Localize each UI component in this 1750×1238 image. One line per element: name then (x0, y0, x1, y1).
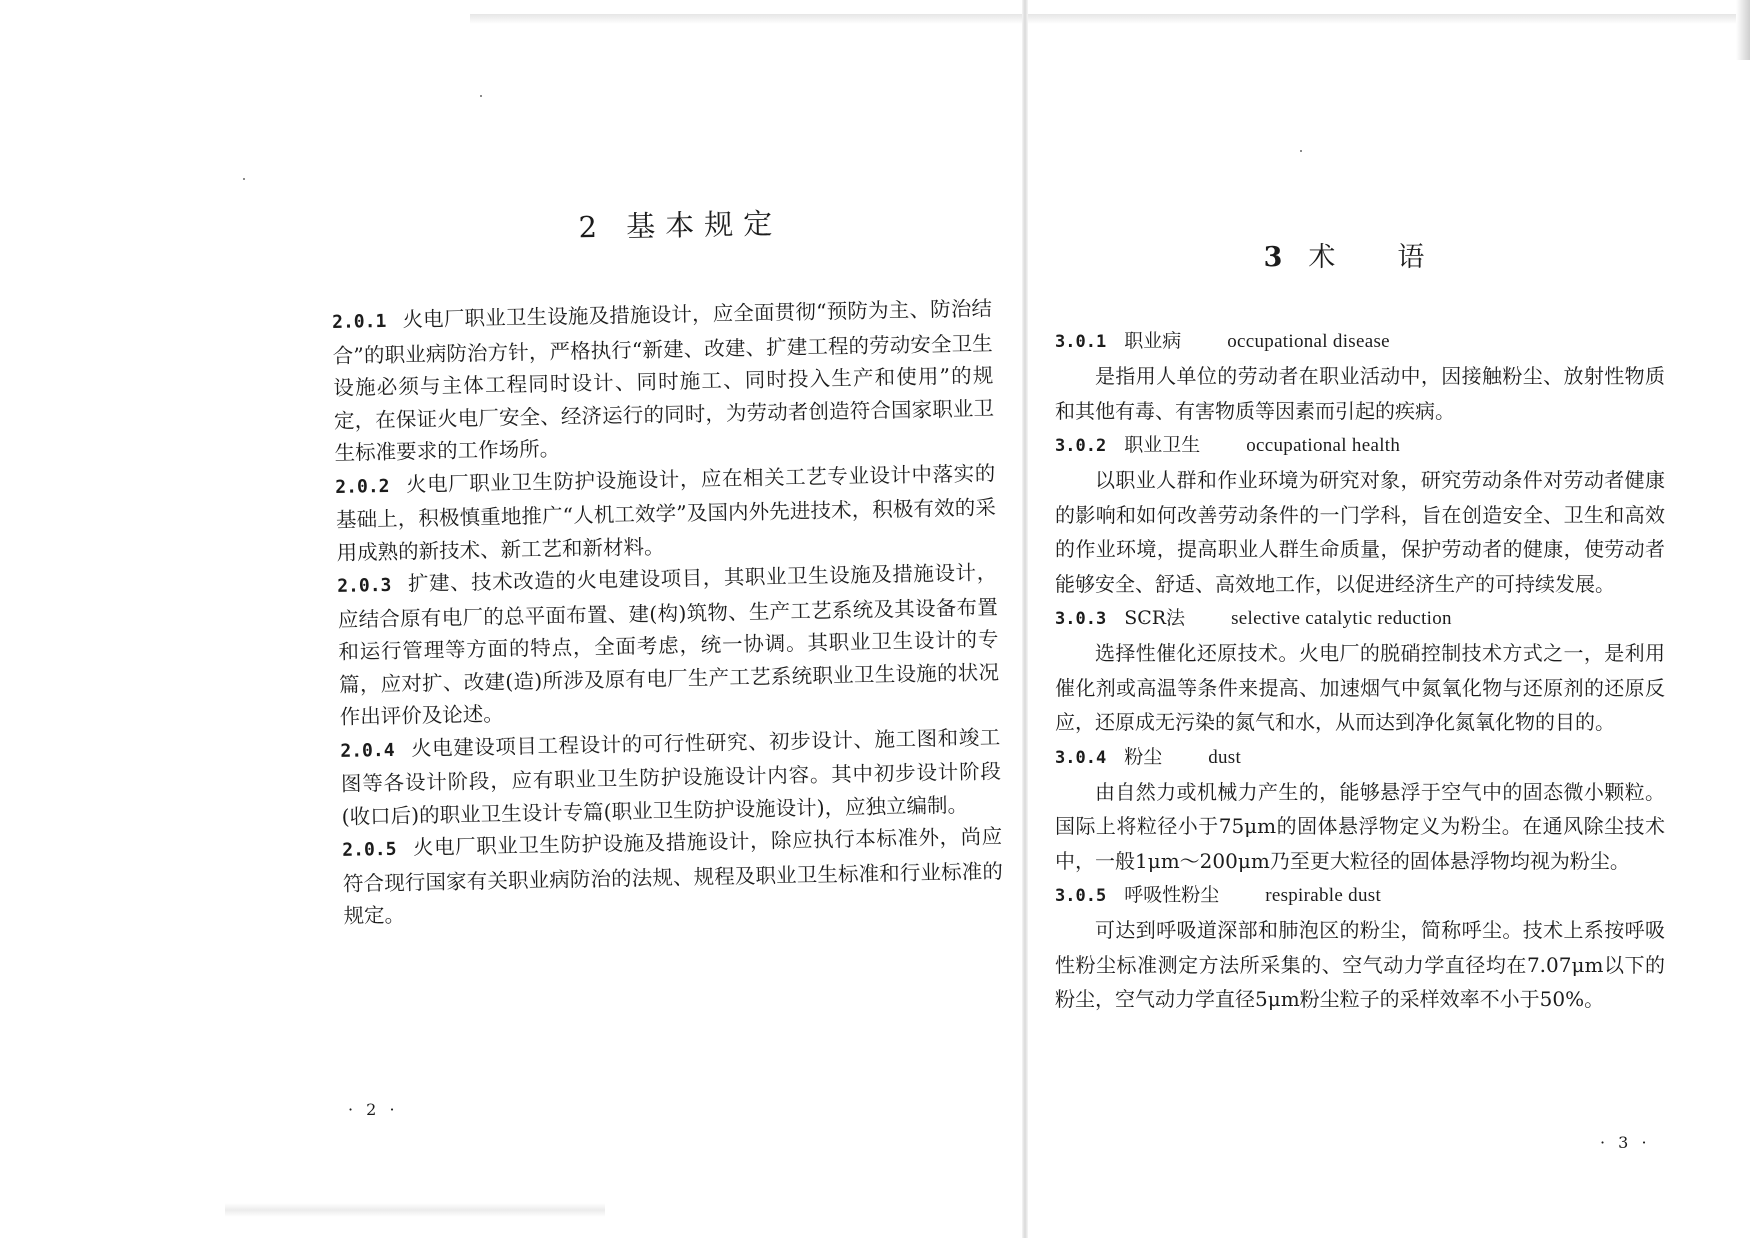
clause-text: 火电厂职业卫生防护设施设计，应在相关工艺专业设计中落实的基础上，积极慎重地推广“人机工效学”及国内外先进技术，积极有效的采用成熟的新技术、新工艺和新材料。 (335, 460, 997, 565)
clause (342, 820, 1004, 932)
clause-number: 2.0.5 (342, 838, 397, 861)
page-number: · 2 · (348, 1100, 399, 1119)
scan-speck (1300, 150, 1302, 152)
term-heading (1055, 878, 1665, 913)
chapter-title: 2 基本规定 (578, 206, 783, 245)
term-definition: 以职业人群和作业环境为研究对象，研究劳动条件对劳动者健康的影响和如何改善劳动条件的一门学科，旨在创造安全、卫生和高效的作业环境，提高职业人群生命质量，保护劳动者的健康，使劳动者能够安全、舒适、高效地工作，以促进经济生产的可持续发展。 (1055, 468, 1665, 596)
term-definition: 由自然力或机械力产生的，能够悬浮于空气中的固态微小颗粒。国际上将粒径小于75μm的固体悬浮物定义为粉尘。在通风除尘技术中，一般1μm～200μm乃至更大粒径的固体悬浮物均视为粉尘。 (1055, 779, 1665, 873)
term-chinese: 粉尘 (1124, 745, 1163, 768)
left-page (330, 197, 1004, 932)
clause-text: 扩建、技术改造的火电建设项目，其职业卫生设施及措施设计，应结合原有电厂的总平面布置、建(构)筑物、生产工艺系统及其设备布置和运行管理等方面的特点，全面考虑，统一协调。其职业卫生设计的专篇，应对扩、改建(造)所涉及原有电厂生产工艺系统职业卫生设施的状况作出评价及论述。 (337, 560, 1000, 729)
scan-speck (243, 178, 245, 180)
term-definition: 可达到呼吸道深部和肺泡区的粉尘，简称呼尘。技术上系按呼吸性粉尘标准测定方法所采集的、空气动力学直径均在7.07μm以下的粉尘，空气动力学直径5μm粉尘粒子的采样效率不小于50%。 (1055, 918, 1665, 1011)
scan-shadow-bottom (225, 1203, 605, 1217)
book-gutter (1022, 0, 1028, 1238)
term-chinese: SCR法 (1124, 607, 1186, 629)
clause-number: 2.0.2 (335, 475, 390, 498)
chapter-title (1055, 235, 1665, 274)
clause (332, 292, 995, 469)
clause-text: 火电厂职业卫生防护设施及措施设计，除应执行本标准外，尚应符合现行国家有关职业病防治的法规、规程及职业卫生标准和行业标准的规定。 (342, 824, 1004, 928)
chapter-number: 3 (1263, 242, 1283, 273)
term-english: dust (1208, 746, 1242, 768)
term-number: 3.0.3 (1055, 609, 1107, 629)
term-definition: 是指用人单位的劳动者在职业活动中，因接触粉尘、放射性物质和其他有毒、有害物质等因素而引起的疾病。 (1055, 364, 1665, 423)
clause-number: 2.0.1 (331, 310, 387, 333)
term-number: 3.0.5 (1055, 886, 1107, 906)
clause (337, 556, 1000, 733)
clause (340, 721, 1002, 833)
scan-shadow-top (470, 14, 1740, 24)
term-heading (1055, 601, 1665, 636)
term-chinese: 职业卫生 (1124, 434, 1201, 456)
scan-speck (480, 95, 482, 97)
term-english: respirable dust (1265, 885, 1382, 906)
right-page (1055, 235, 1665, 1017)
page-edge (1736, 0, 1750, 60)
term-number: 3.0.4 (1055, 747, 1107, 768)
chapter-word: 术语 (1308, 242, 1487, 273)
term-definition: 选择性催化还原技术。火电厂的脱硝控制技术方式之一，是利用催化剂或高温等条件来提高、加速烟气中氮氧化物与还原剂的还原反应，还原成无污染的氮气和水，从而达到净化氮氧化物的目的。 (1055, 641, 1665, 734)
clause (335, 457, 997, 569)
term-number: 3.0.1 (1055, 332, 1107, 352)
term-heading (1055, 324, 1665, 359)
clause-text: 火电建设项目工程设计的可行性研究、初步设计、施工图和竣工图等各设计阶段，应有职业卫生防护设施设计内容。其中初步设计阶段(收口后)的职业卫生设计专篇(职业卫生防护设施设计)，应独立编制。 (340, 724, 1002, 829)
clause-number: 2.0.3 (337, 574, 392, 597)
term-english: occupational disease (1227, 331, 1390, 352)
term-heading (1055, 740, 1665, 775)
term-heading (1055, 428, 1665, 463)
term-number: 3.0.2 (1055, 436, 1107, 456)
term-chinese: 职业病 (1124, 330, 1182, 352)
term-english: occupational health (1246, 435, 1401, 456)
clause-number: 2.0.4 (340, 739, 395, 762)
page-number: · 3 · (1600, 1133, 1651, 1152)
term-chinese: 呼吸性粉尘 (1124, 884, 1220, 906)
term-english: selective catalytic reduction (1231, 608, 1452, 629)
clause-text: 火电厂职业卫生设施及措施设计，应全面贯彻“预防为主、防治结合”的职业病防治方针，严格执行“新建、改建、扩建工程的劳动安全卫生设施必须与主体工程同时设计、同时施工、同时投入生产和使用”的规定，在保证火电厂安全、经济运行的同时，为劳动者创造符合国家职业卫生标准要求的工作场所。 (332, 296, 995, 465)
